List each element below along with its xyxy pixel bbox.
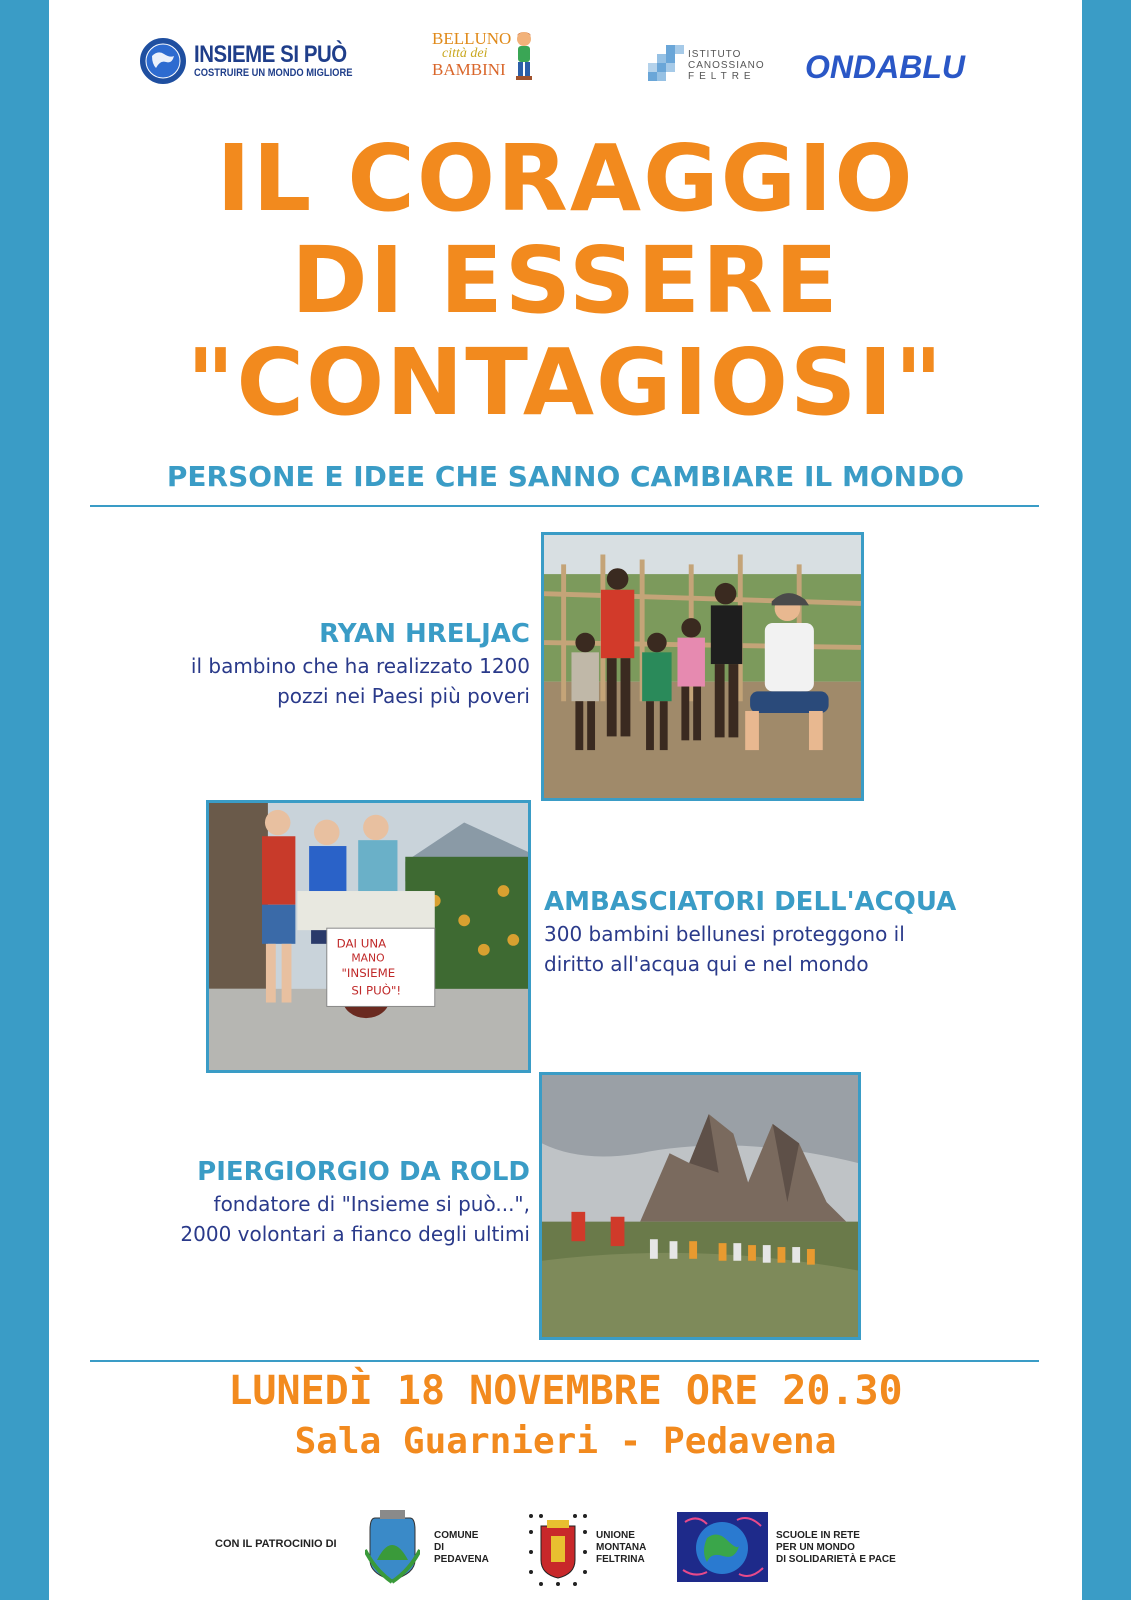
section-desc-line2: 2000 volontari a fianco degli ultimi [180,1222,530,1246]
event-title [60,125,1071,436]
sign-line4: SI PUÒ"! [351,983,402,998]
photo-children-with-wheelbarrow [206,800,531,1073]
belluno-logo-line2: città dei [442,46,488,61]
comune-line1: COMUNE [434,1530,479,1541]
globe-icon [140,38,186,84]
title-line-2: DI ESSERE [291,227,840,334]
divider-bottom [90,1360,1039,1362]
section-name: RYAN HRELJAC [319,619,530,649]
istituto-canossiano-logo [648,40,765,90]
belluno-citta-dei-bambini-logo [432,30,542,90]
scuole-line2: PER UN MONDO [776,1542,855,1553]
scuole-line1: SCUOLE IN RETE [776,1530,860,1541]
unione-line3: FELTRINA [596,1554,645,1565]
patronage-label: CON IL PATROCINIO DI [215,1538,337,1550]
scuole-in-rete-logo-icon [677,1512,768,1582]
ondablu-logo [805,42,965,92]
event-date: LUNEDÌ 18 NOVEMBRE ORE 20.30 [228,1368,903,1414]
section-desc-line1: il bambino che ha realizzato 1200 [190,654,530,678]
photo-ryan-with-children [541,532,864,801]
istituto-logo-line2: CANOSSIANO [688,59,765,71]
belluno-logo-line3: BAMBINI [432,60,506,79]
right-border-bar [1082,0,1131,1600]
insieme-logo-subtitle: COSTRUIRE UN MONDO MIGLIORE [194,67,353,79]
title-line-3: "CONTAGIOSI" [186,329,945,436]
unione-montana-crest-icon [527,1512,589,1586]
unione-line2: MONTANA [596,1542,647,1553]
sign-line1: DAI UNA [336,936,387,951]
section-desc-line2: pozzi nei Paesi più poveri [277,684,530,708]
event-subtitle: PERSONE E IDEE CHE SANNO CAMBIARE IL MONDO [166,460,965,493]
unione-line1: UNIONE [596,1530,635,1541]
ondablu-logo-text: ONDABLU [805,48,965,85]
patronage-unione [596,1530,646,1566]
section-ambasciatori [544,885,1044,979]
scuole-line3: DI SOLIDARIETÀ E PACE [776,1554,896,1565]
photo-dolomites-volunteers [539,1072,861,1340]
istituto-logo-line3: FELTRE [688,70,756,82]
section-name: PIERGIORGIO DA ROLD [197,1157,530,1187]
child-figure-icon [510,30,538,82]
section-piergiorgio [80,1155,530,1249]
sign-line3: "INSIEME [341,966,396,981]
section-desc-line1: fondatore di "Insieme si può...", [213,1192,530,1216]
section-desc-line1: 300 bambini bellunesi proteggono il [544,922,905,946]
insieme-si-puo-logo [140,36,380,86]
event-place: Sala Guarnieri - Pedavena [294,1421,837,1462]
section-desc-line2: diritto all'acqua qui e nel mondo [544,952,869,976]
comune-line3: PEDAVENA [434,1554,489,1565]
divider-top [90,505,1039,507]
patronage-comune [434,1530,489,1566]
section-ryan [80,617,530,711]
comune-pedavena-crest-icon [365,1510,420,1586]
istituto-logo-line1: ISTITUTO [688,48,742,60]
insieme-logo-title: INSIEME SI PUÒ [194,41,347,68]
section-name: AMBASCIATORI DELL'ACQUA [544,887,957,917]
title-line-1: IL CORAGGIO [216,125,915,232]
left-border-bar [0,0,49,1600]
sign-line2: MANO [351,951,385,965]
patronage-scuole [776,1530,896,1566]
comune-line2: DI [434,1542,444,1553]
squares-icon [648,45,684,85]
belluno-logo-line1: BELLUNO [432,29,512,48]
